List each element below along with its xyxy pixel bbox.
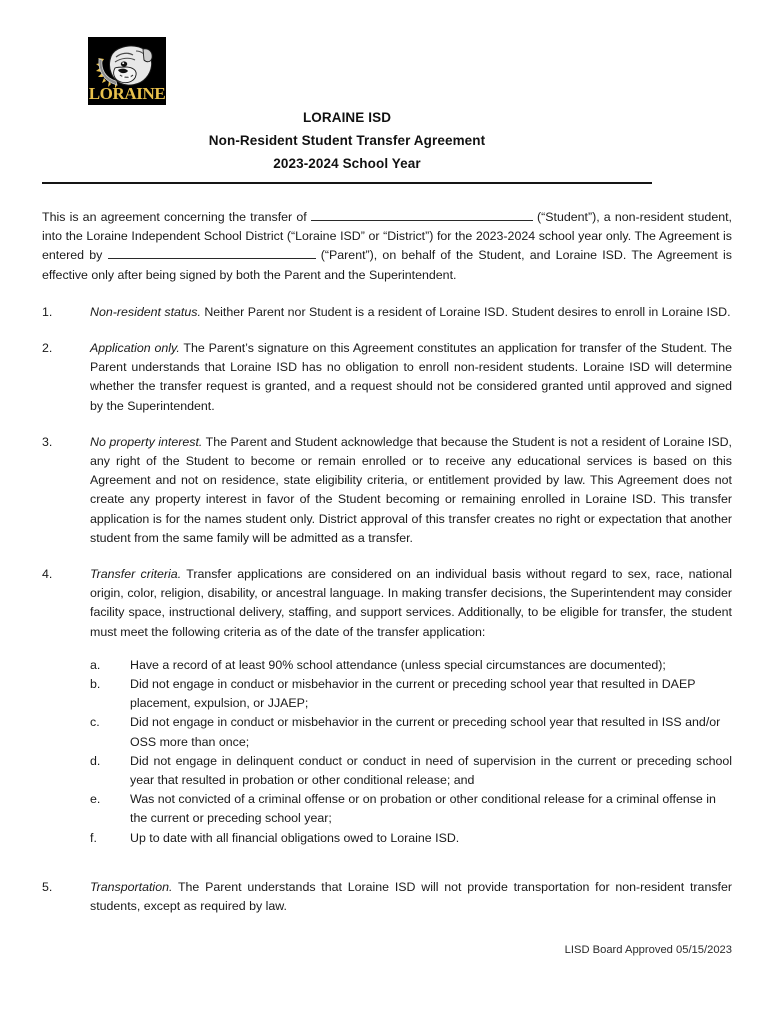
clause-title: Non-resident status. — [90, 304, 201, 319]
intro-text-part3: (“Parent”), on behalf of the Student, and Loraine ISD. The Agreement is effective only after being signed by both the Parent and the Superintendent. — [42, 248, 732, 282]
transfer-criteria-list — [90, 656, 732, 848]
intro-paragraph — [42, 208, 732, 285]
list-item — [90, 790, 732, 828]
clause-number: 2. — [42, 341, 53, 356]
clause-application-only — [42, 339, 732, 416]
clause-body — [90, 878, 732, 916]
header-document-title: Non-Resident Student Transfer Agreement — [208, 133, 486, 148]
header-school-year: 2023-2024 School Year — [273, 156, 421, 171]
student-name-blank[interactable] — [311, 208, 533, 221]
list-item-letter: d. — [90, 753, 101, 768]
list-item — [90, 829, 732, 848]
clause-number: 3. — [42, 434, 53, 449]
document-body — [42, 208, 732, 933]
clause-title: Transportation. — [90, 879, 173, 894]
clause-text: The Parent’s signature on this Agreement constitutes an application for transfer of the Student. The Parent understands that Loraine ISD has no obligation to enroll non-resident students. Loraine ISD will determine whether the transfer request is granted, and a request should not be considered granted until approved and signed by the Superintendent. — [90, 341, 732, 413]
clause-title: No property interest. — [90, 434, 203, 449]
list-item-text: Did not engage in conduct or misbehavior in the current or preceding school year that resulted in DAEP placement, expulsion, or JJAEP; — [130, 677, 696, 711]
list-item-letter: a. — [90, 657, 101, 672]
clause-text: The Parent understands that Loraine ISD will not provide transportation for non-resident transfer students, except as required by law. — [90, 879, 732, 914]
clause-text: Neither Parent nor Student is a resident of Loraine ISD. Student desires to enroll in Loraine ISD. — [200, 304, 731, 319]
clause-title: Application only. — [90, 341, 180, 356]
list-item — [90, 752, 732, 790]
footer-approval-note: LISD Board Approved 05/15/2023 — [564, 944, 732, 956]
list-item-letter: c. — [90, 715, 100, 730]
list-item-text: Up to date with all financial obligations owed to Loraine ISD. — [130, 830, 460, 845]
parent-name-blank[interactable] — [108, 246, 316, 259]
list-item-text: Did not engage in delinquent conduct or conduct in need of supervision in the current or preceding school year that resulted in probation or other conditional release; and — [130, 753, 732, 788]
clause-body — [90, 339, 732, 416]
clause-body — [90, 433, 732, 548]
clause-number: 5. — [42, 879, 53, 894]
clause-text: Transfer applications are considered on an individual basis without regard to sex, race, national origin, color, religion, disability, or ancestral language. In making transfer decisions, the Superintendent may consider facility space, instructional delivery, staffing, and support services. Additionally, to be eligible for transfer, the student must meet the following criteria as of the date of the transfer application: — [90, 567, 732, 639]
clause-text: The Parent and Student acknowledge that because the Student is not a resident of Loraine ISD, any right of the Student to become or remain enrolled or to receive any educational services is based on this Agreement and not on residence, state eligibility criteria, or entitlement provided by law. This Agreement does not create any property interest in favor of the Student becoming or remaining enrolled in Loraine ISD. This transfer application is for the names student only. District approval of this transfer creates no right or expectation that another student from the same family will be admitted as a transfer. — [90, 434, 732, 545]
clause-transportation — [42, 878, 732, 916]
list-item — [90, 675, 732, 713]
list-item-text: Have a record of at least 90% school attendance (unless special circumstances are documented); — [130, 657, 666, 672]
clause-body — [90, 303, 732, 322]
clause-body — [90, 565, 732, 642]
logo-background — [88, 37, 166, 105]
clause-no-property-interest — [42, 433, 732, 548]
list-item-text: Did not engage in conduct or misbehavior in the current or preceding school year that resulted in ISS and/or OSS more than once; — [130, 715, 721, 749]
list-item-letter: f. — [90, 830, 97, 845]
intro-text-part2: (“Student”), a non-resident student, into the Loraine Independent School District (“Loraine ISD” or “District”) for the 2023-2024 school year only. The Agreement is entered by — [42, 210, 732, 263]
clause-non-resident-status — [42, 303, 732, 322]
list-item-letter: e. — [90, 792, 101, 807]
intro-text-part1: This is an agreement concerning the transfer of — [42, 210, 311, 224]
document-header — [42, 106, 652, 175]
clause-number: 1. — [42, 304, 53, 319]
header-district-name: LORAINE ISD — [302, 110, 392, 125]
clause-transfer-criteria — [42, 565, 732, 848]
clause-title: Transfer criteria. — [90, 567, 182, 582]
list-item-text: Was not convicted of a criminal offense or on probation or other conditional release for a criminal offense in the current or preceding school year; — [130, 792, 716, 826]
list-item — [90, 713, 732, 751]
list-item — [90, 656, 732, 675]
clause-number: 4. — [42, 567, 53, 582]
list-item-letter: b. — [90, 677, 101, 692]
loraine-isd-logo — [88, 37, 166, 105]
header-divider-rule — [42, 182, 652, 184]
logo-wordmark-text: LORAINE — [88, 84, 166, 103]
bulldog-mascot-icon — [88, 37, 166, 105]
